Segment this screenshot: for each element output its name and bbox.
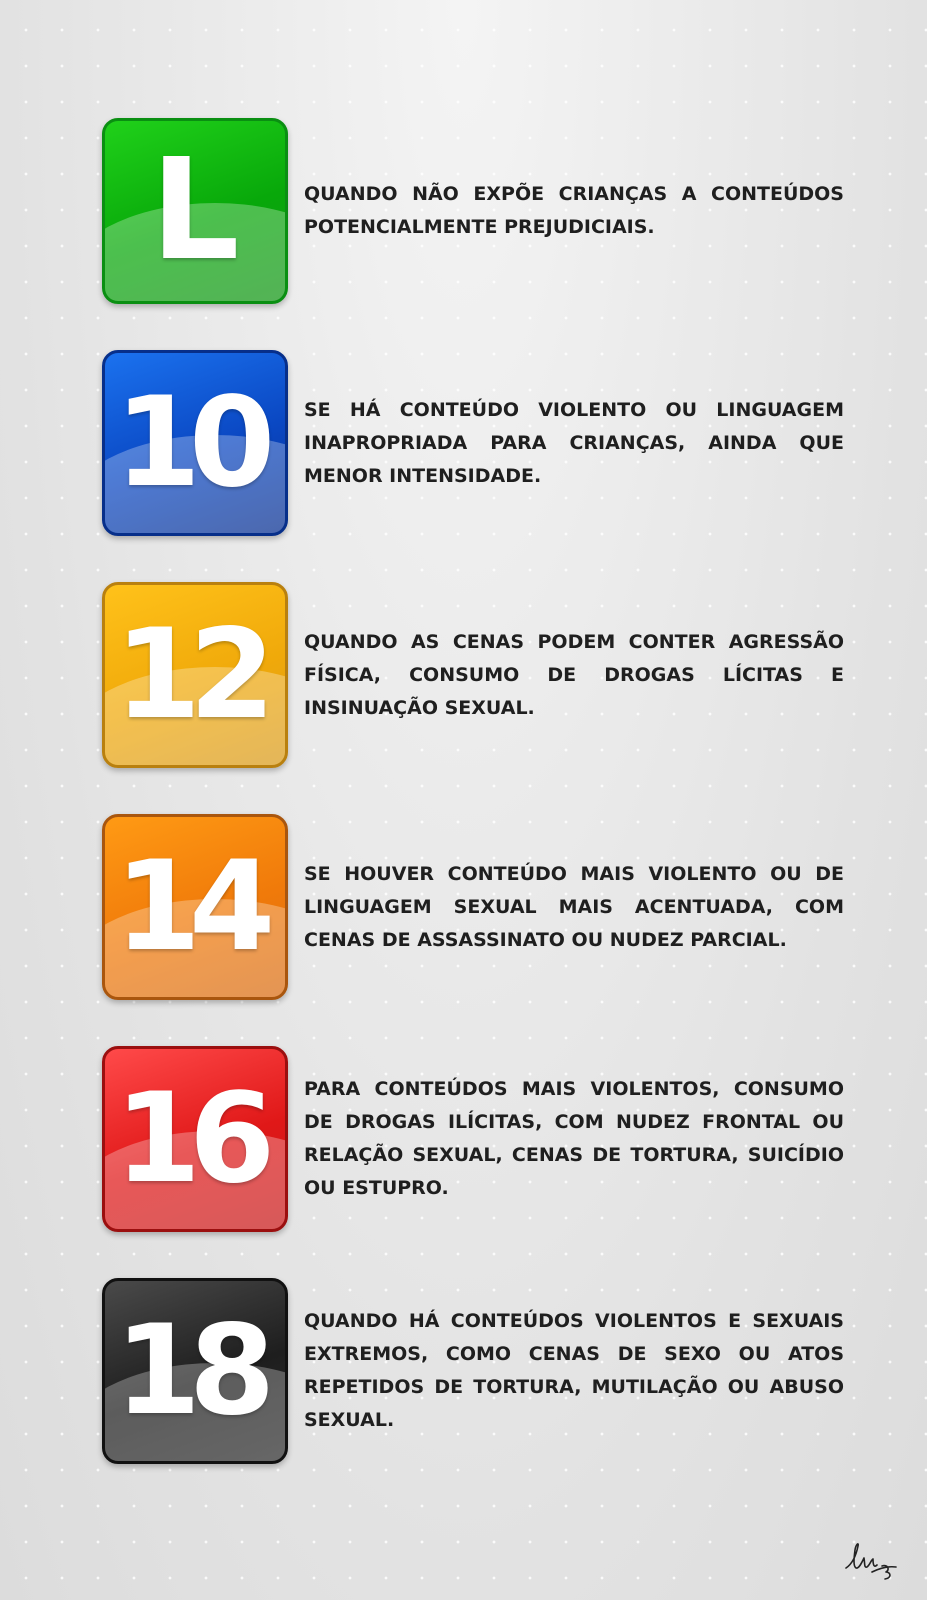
artist-signature (842, 1538, 898, 1582)
rating-badge-18 (102, 1278, 288, 1464)
rating-row-12 (102, 582, 862, 768)
rating-badge-l (102, 118, 288, 304)
rating-badge-label: 12 (114, 603, 264, 747)
rating-badge-14 (102, 814, 288, 1000)
rating-description: QUANDO NÃO EXPÕE CRIANÇAS A CONTEÚDOS POTENCIALMENTE PREJUDICIAIS. (304, 183, 844, 238)
rating-badge-16 (102, 1046, 288, 1232)
rating-description-container (304, 1046, 844, 1232)
rating-badge-label: L (150, 129, 240, 292)
rating-row-10 (102, 350, 862, 536)
rating-row-14 (102, 814, 862, 1000)
rating-row-18 (102, 1278, 862, 1464)
rating-description: QUANDO HÁ CONTEÚDOS VIOLENTOS E SEXUAIS EXTREMOS, COMO CENAS DE SEXO OU ATOS REPETIDOS DE TORTURA, MUTILAÇÃO OU ABUSO SEXUAL. (304, 1310, 844, 1431)
rating-description-container (304, 1278, 844, 1464)
rating-badge-label: 10 (114, 371, 264, 515)
rating-description-container (304, 118, 844, 304)
rating-badge-label: 18 (114, 1299, 264, 1443)
rating-description: SE HOUVER CONTEÚDO MAIS VIOLENTO OU DE LINGUAGEM SEXUAL MAIS ACENTUADA, COM CENAS DE ASSASSINATO OU NUDEZ PARCIAL. (304, 862, 844, 951)
rating-badge-label: 16 (114, 1067, 264, 1211)
rating-description: QUANDO AS CENAS PODEM CONTER AGRESSÃO FÍSICA, CONSUMO DE DROGAS LÍCITAS E INSINUAÇÃO SEXUAL. (304, 630, 844, 719)
rating-row-16 (102, 1046, 862, 1232)
rating-row-l (102, 118, 862, 304)
rating-badge-10 (102, 350, 288, 536)
rating-description-container (304, 582, 844, 768)
rating-badge-label: 14 (114, 835, 264, 979)
rating-description-container (304, 814, 844, 1000)
rating-badge-12 (102, 582, 288, 768)
rating-description-container (304, 350, 844, 536)
rating-description: SE HÁ CONTEÚDO VIOLENTO OU LINGUAGEM INAPROPRIADA PARA CRIANÇAS, AINDA QUE MENOR INTENSIDADE. (304, 398, 844, 487)
rating-description: PARA CONTEÚDOS MAIS VIOLENTOS, CONSUMO DE DROGAS ILÍCITAS, COM NUDEZ FRONTAL OU RELAÇÃO SEXUAL, CENAS DE TORTURA, SUICÍDIO OU ESTUPRO. (304, 1078, 844, 1199)
